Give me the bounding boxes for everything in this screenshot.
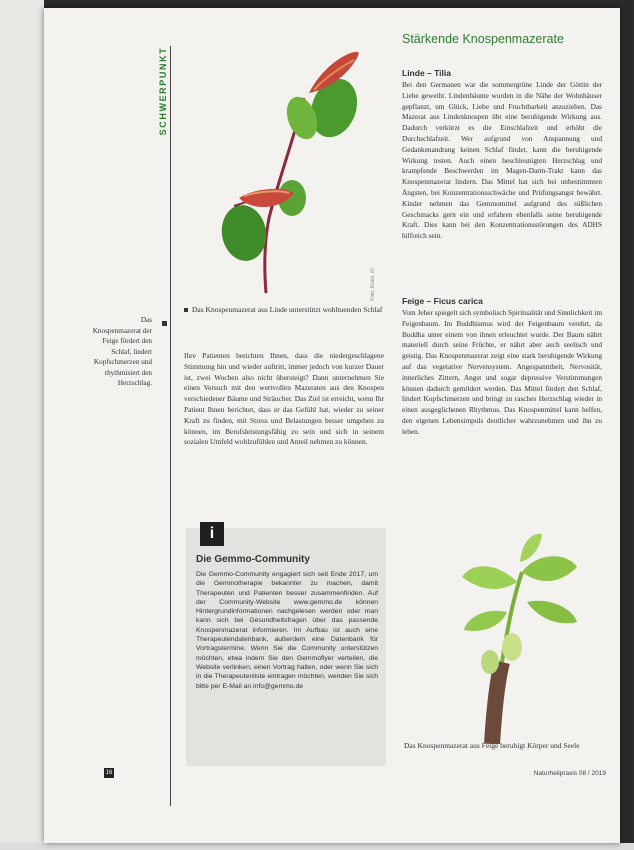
magazine-page <box>44 8 620 843</box>
scan-margin-bottom <box>0 843 634 850</box>
side-note-marker-icon <box>162 321 167 326</box>
info-icon: i <box>200 522 224 546</box>
publication-footer: Naturheilpraxis 08 / 2019 <box>533 770 606 777</box>
linde-photo-credit: Foto: Kiskö, iG <box>370 268 376 301</box>
column-divider <box>170 46 171 806</box>
feige-heading: Feige – Ficus carica <box>402 296 483 306</box>
linde-photo-caption: Das Knospenmazerat aus Linde unterstützt wohltuenden Schlaf <box>184 304 384 315</box>
article-title: Stärkende Knospenmazerate <box>402 32 564 46</box>
side-note: Das Knospenmazerat der Feige fördert den Schlaf, lindert Kopfschmerzen und rhythmisiert den Herzschlag. <box>92 316 152 387</box>
linde-heading: Linde – Tilia <box>402 68 451 78</box>
linde-body: Bei den Germanen war die sommergrüne Linde der Göttin der Liebe geweiht. Lindenbäume wurden in die Nähe der Wohnhäuser gepflanzt, um Glück, Liebe und Fruchtbarkeit anzuziehen. Das Mazerat aus Lindenknospen übt eine beruhigende Wirkung aus. Dadurch verkürzt es die Einschlafzeit und erhöht die Durchschlafzeit. Wer aufgrund von Anspannung und Gedankenandrang keinen Schlaf findet, kann die beruhigende Wirkung testen. Auch einen beschleunigten Herzschlag und krampfende Beschwerden im Magen-Darm-Trakt kann das Knospenmazerat lindern. Das Mittel hat sich bei unbestimmten Ängsten, bei Konzentrationsschwäche und Prüfungsangst bewährt. Kinder nehmen das Gemmomittel aufgrund des süßlichen Geschmacks gern ein und erfahren ebenfalls seine beruhigende Kraft. Dies kann bei den Konzentrationsstörungen des ADHS hilfreich sein. <box>402 80 602 241</box>
section-kicker <box>154 38 168 148</box>
middle-column-text: Ihre Patienten berichten Ihnen, dass die niedergeschlagene Stimmung hin und wieder auftritt, immer jedoch von kurzer Dauer ist, zwei Wochen also nicht übersteigt? Dann unternehmen Sie einen Versuch mit den wertvollen Mazeraten aus den Knospen verschiedener Bäume und Sträucher. Das Ziel ist erreicht, wenn Ihr Patient Ihnen berichtet, dass er das Gefühl hat, wieder zu seiner Kraft zu finden, mit Stress und Belastungen besser umgehen zu können, im Berufsleistungsfähig zu sein und sich in seinem sozialen Umfeld wohlzufühlen und Anteil nehmen zu können. <box>184 351 384 447</box>
page-number: 16 <box>105 770 113 776</box>
info-box-title: Die Gemmo-Community <box>196 554 310 565</box>
info-box-body: Die Gemmo-Community engagiert sich seit Ende 2017, um die Gemmotherapie bekannter zu machen, damit Therapeuten und Patienten besser zusammenfinden. Auf der Community-Website www.gemmo.de können Hintergrundinformationen nachgelesen werden oder man kann sich bei Gesundheitsfragen über das passende Knospenmazerat informieren. Im Aufbau ist auch eine Therapeutendatenbank, außerdem eine Datenbank für Vortragstermine. Wenn Sie die Community unterstützen möchten, etwa indem Sie den Gemmoflyer verteilen, die Website verlinken, einen Vortrag halten, oder wenn Sie sich in die Therapeutenliste eintragen möchten, wenden Sie sich bitte per E-Mail an info@gemmo.de <box>196 571 378 690</box>
caption-bullet-icon <box>184 308 188 312</box>
scan-margin-left <box>0 0 44 850</box>
feige-photo-caption: Das Knospenmazerat aus Feige beruhigt Körper und Seele <box>404 741 580 750</box>
feige-photo <box>402 522 606 744</box>
linde-photo <box>184 38 382 301</box>
feige-body: Vom Jeher spiegelt sich symbolisch Spiritualität und Sinnlichkeit im Feigenbaum. Im Buddhismus wird der Feigenbaum verehrt, da Buddha unter einem von ihnen erleuchtet wurde. Der Baum nährt materiell durch seine Früchte, er nährt aber auch seelisch und geistig. Das Knospenmazerat zeigt eine stark beruhigende Wirkung auf das vegetative Nervensystem. Angespanntheit, Nervosität, innerliches Zittern, Angst und sogar depressive Verstimmungen können dadurch gemildert werden. Das Mittel fördert den Schlaf, lindert Kopfschmerzen und bringt zu rasches Herzschlag wieder in einen ausgeglichenen Rhythmus. Das Knospenmittel kann helfen, den eigenen Lebensimpuls deutlicher wahrzunehmen und ihn zu leben. <box>402 308 602 436</box>
section-kicker-label: SCHWERPUNKT <box>158 46 168 136</box>
linde-twig-illustration <box>184 38 382 298</box>
info-box <box>186 525 386 766</box>
feige-twig-illustration <box>402 522 606 744</box>
